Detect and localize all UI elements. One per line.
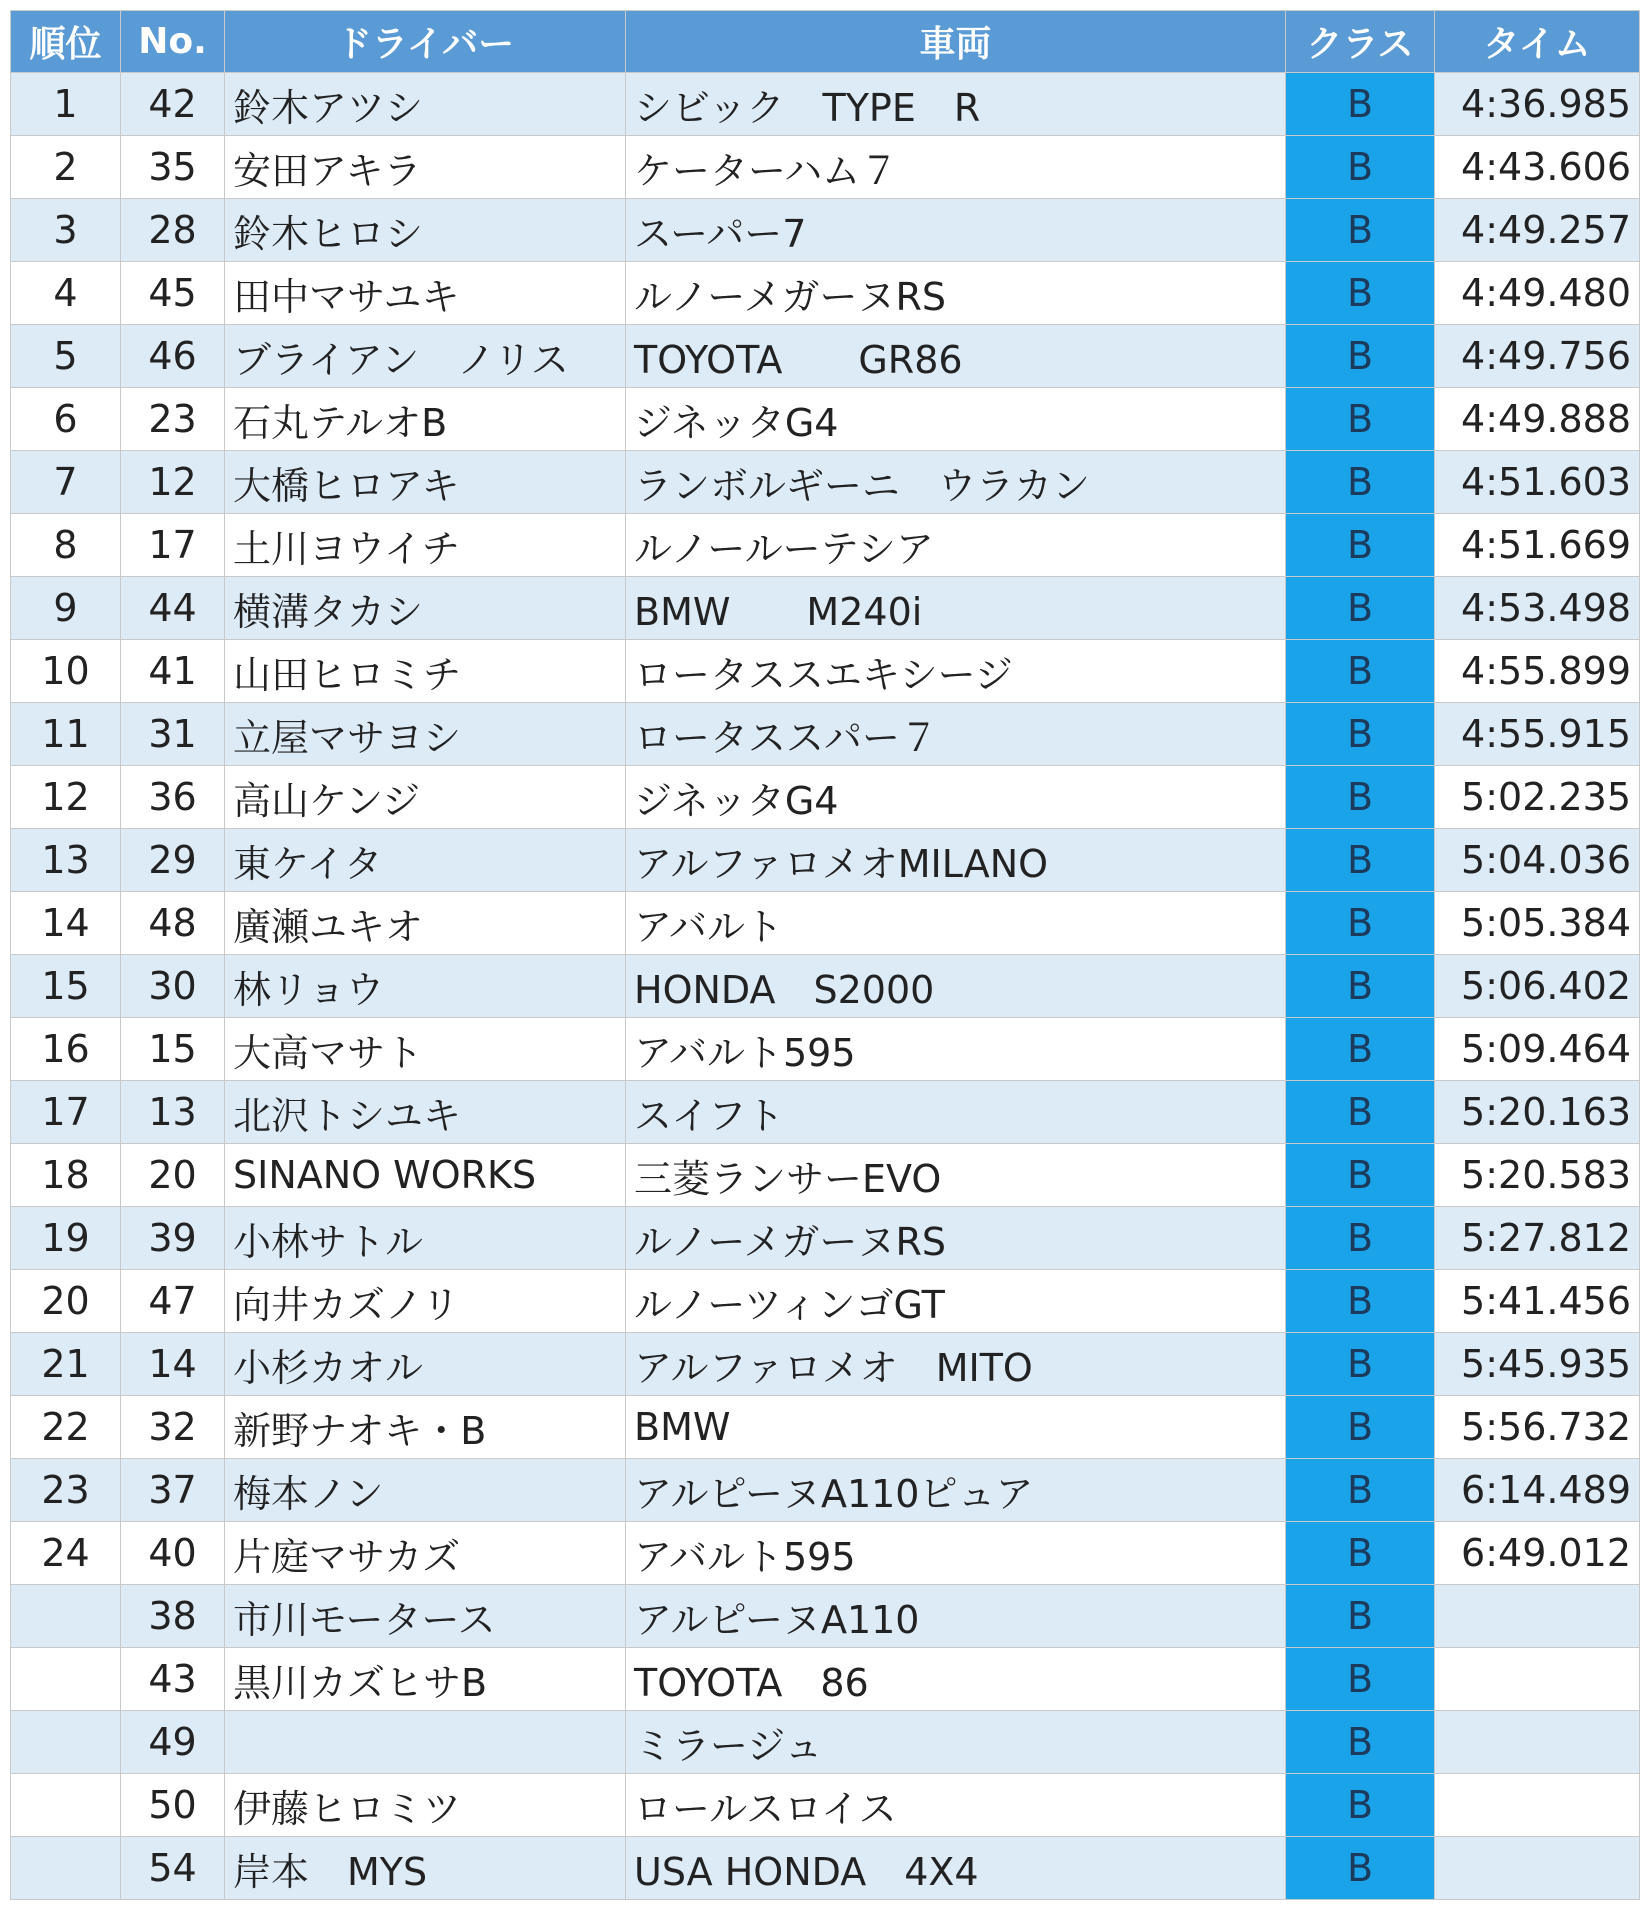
table-row <box>11 262 1640 325</box>
cell-time <box>1435 1837 1640 1900</box>
cell-number: 54 <box>121 1837 225 1900</box>
cell-driver: 林リョウ <box>225 955 626 1018</box>
cell-driver: 廣瀬ユキオ <box>225 892 626 955</box>
cell-class: B <box>1286 262 1435 325</box>
cell-car: ケーターハム７ <box>626 136 1286 199</box>
header-time: タイム <box>1435 11 1640 73</box>
cell-car: ロータススエキシージ <box>626 640 1286 703</box>
cell-number: 32 <box>121 1396 225 1459</box>
cell-time: 5:41.456 <box>1435 1270 1640 1333</box>
cell-time <box>1435 1711 1640 1774</box>
cell-number: 49 <box>121 1711 225 1774</box>
cell-driver: 片庭マサカズ <box>225 1522 626 1585</box>
cell-rank: 18 <box>11 1144 121 1207</box>
cell-car: アバルト595 <box>626 1018 1286 1081</box>
cell-time: 4:55.915 <box>1435 703 1640 766</box>
cell-number: 12 <box>121 451 225 514</box>
table-row <box>11 1648 1640 1711</box>
cell-car: BMW <box>626 1396 1286 1459</box>
cell-rank: 5 <box>11 325 121 388</box>
cell-driver: 小杉カオル <box>225 1333 626 1396</box>
header-car: 車両 <box>626 11 1286 73</box>
cell-number: 46 <box>121 325 225 388</box>
cell-class: B <box>1286 1648 1435 1711</box>
table-row <box>11 955 1640 1018</box>
header-rank: 順位 <box>11 11 121 73</box>
cell-rank: 8 <box>11 514 121 577</box>
cell-number: 37 <box>121 1459 225 1522</box>
table-row <box>11 829 1640 892</box>
cell-rank: 16 <box>11 1018 121 1081</box>
cell-rank <box>11 1774 121 1837</box>
table-row <box>11 1207 1640 1270</box>
table-row <box>11 1522 1640 1585</box>
cell-number: 35 <box>121 136 225 199</box>
table-row <box>11 451 1640 514</box>
cell-class: B <box>1286 325 1435 388</box>
cell-car: ミラージュ <box>626 1711 1286 1774</box>
cell-time: 5:04.036 <box>1435 829 1640 892</box>
cell-number: 50 <box>121 1774 225 1837</box>
cell-number: 13 <box>121 1081 225 1144</box>
cell-driver: 石丸テルオB <box>225 388 626 451</box>
cell-driver: 鈴木アツシ <box>225 73 626 136</box>
cell-rank: 13 <box>11 829 121 892</box>
cell-driver: 北沢トシユキ <box>225 1081 626 1144</box>
cell-rank: 22 <box>11 1396 121 1459</box>
cell-time: 5:56.732 <box>1435 1396 1640 1459</box>
cell-number: 14 <box>121 1333 225 1396</box>
cell-rank: 19 <box>11 1207 121 1270</box>
cell-class: B <box>1286 388 1435 451</box>
header-number: No. <box>121 11 225 73</box>
cell-driver <box>225 1711 626 1774</box>
cell-time: 4:55.899 <box>1435 640 1640 703</box>
cell-driver: 鈴木ヒロシ <box>225 199 626 262</box>
table-row <box>11 1270 1640 1333</box>
cell-class: B <box>1286 1144 1435 1207</box>
cell-class: B <box>1286 1774 1435 1837</box>
cell-class: B <box>1286 577 1435 640</box>
cell-time: 4:49.480 <box>1435 262 1640 325</box>
cell-class: B <box>1286 1522 1435 1585</box>
cell-class: B <box>1286 1207 1435 1270</box>
cell-driver: 山田ヒロミチ <box>225 640 626 703</box>
cell-rank: 4 <box>11 262 121 325</box>
cell-rank <box>11 1585 121 1648</box>
cell-driver: 土川ヨウイチ <box>225 514 626 577</box>
cell-number: 28 <box>121 199 225 262</box>
cell-class: B <box>1286 829 1435 892</box>
cell-class: B <box>1286 199 1435 262</box>
cell-class: B <box>1286 955 1435 1018</box>
cell-driver: 黒川カズヒサB <box>225 1648 626 1711</box>
cell-number: 20 <box>121 1144 225 1207</box>
cell-time: 4:53.498 <box>1435 577 1640 640</box>
cell-car: アルファロメオMILANO <box>626 829 1286 892</box>
cell-car: 三菱ランサーEVO <box>626 1144 1286 1207</box>
cell-car: TOYOTA GR86 <box>626 325 1286 388</box>
cell-rank: 14 <box>11 892 121 955</box>
cell-rank: 3 <box>11 199 121 262</box>
cell-number: 15 <box>121 1018 225 1081</box>
cell-car: シビック TYPE R <box>626 73 1286 136</box>
cell-time: 5:27.812 <box>1435 1207 1640 1270</box>
cell-driver: 市川モータース <box>225 1585 626 1648</box>
cell-car: アバルト <box>626 892 1286 955</box>
cell-car: ジネッタG4 <box>626 388 1286 451</box>
cell-time: 5:06.402 <box>1435 955 1640 1018</box>
cell-car: HONDA S2000 <box>626 955 1286 1018</box>
cell-car: ランボルギーニ ウラカン <box>626 451 1286 514</box>
cell-class: B <box>1286 1711 1435 1774</box>
table-row <box>11 892 1640 955</box>
cell-time <box>1435 1774 1640 1837</box>
cell-car: アバルト595 <box>626 1522 1286 1585</box>
table-row <box>11 325 1640 388</box>
cell-driver: 伊藤ヒロミツ <box>225 1774 626 1837</box>
cell-driver: 高山ケンジ <box>225 766 626 829</box>
cell-time: 4:51.603 <box>1435 451 1640 514</box>
cell-number: 42 <box>121 73 225 136</box>
cell-car: ルノーツィンゴGT <box>626 1270 1286 1333</box>
cell-number: 31 <box>121 703 225 766</box>
cell-driver: 安田アキラ <box>225 136 626 199</box>
cell-car: BMW M240i <box>626 577 1286 640</box>
cell-time: 5:09.464 <box>1435 1018 1640 1081</box>
table-row <box>11 1018 1640 1081</box>
table-row <box>11 199 1640 262</box>
cell-time: 4:51.669 <box>1435 514 1640 577</box>
cell-car: アルピーヌA110ピュア <box>626 1459 1286 1522</box>
cell-class: B <box>1286 1837 1435 1900</box>
cell-class: B <box>1286 73 1435 136</box>
table-row <box>11 514 1640 577</box>
header-class: クラス <box>1286 11 1435 73</box>
table-row <box>11 577 1640 640</box>
cell-rank: 7 <box>11 451 121 514</box>
cell-rank: 24 <box>11 1522 121 1585</box>
cell-car: スイフト <box>626 1081 1286 1144</box>
cell-rank: 9 <box>11 577 121 640</box>
cell-class: B <box>1286 451 1435 514</box>
table-row <box>11 1396 1640 1459</box>
cell-rank: 12 <box>11 766 121 829</box>
cell-driver: 大高マサト <box>225 1018 626 1081</box>
cell-car: アルピーヌA110 <box>626 1585 1286 1648</box>
cell-time: 4:36.985 <box>1435 73 1640 136</box>
cell-class: B <box>1286 1081 1435 1144</box>
cell-driver: 東ケイタ <box>225 829 626 892</box>
cell-number: 29 <box>121 829 225 892</box>
cell-car: ロールスロイス <box>626 1774 1286 1837</box>
cell-number: 40 <box>121 1522 225 1585</box>
cell-car: ルノーメガーヌRS <box>626 1207 1286 1270</box>
table-row <box>11 766 1640 829</box>
cell-car: USA HONDA 4X4 <box>626 1837 1286 1900</box>
cell-rank: 17 <box>11 1081 121 1144</box>
table-row <box>11 1081 1640 1144</box>
cell-driver: 田中マサユキ <box>225 262 626 325</box>
cell-rank: 23 <box>11 1459 121 1522</box>
cell-time: 4:49.257 <box>1435 199 1640 262</box>
table-row <box>11 1711 1640 1774</box>
cell-driver: SINANO WORKS <box>225 1144 626 1207</box>
cell-driver: 新野ナオキ・B <box>225 1396 626 1459</box>
cell-number: 48 <box>121 892 225 955</box>
cell-number: 41 <box>121 640 225 703</box>
cell-class: B <box>1286 1585 1435 1648</box>
table-row <box>11 1144 1640 1207</box>
cell-rank: 2 <box>11 136 121 199</box>
table-row <box>11 1774 1640 1837</box>
cell-class: B <box>1286 1396 1435 1459</box>
cell-rank: 1 <box>11 73 121 136</box>
cell-car: スーパー7 <box>626 199 1286 262</box>
cell-rank <box>11 1837 121 1900</box>
cell-rank: 11 <box>11 703 121 766</box>
cell-time <box>1435 1585 1640 1648</box>
cell-car: ロータススパー７ <box>626 703 1286 766</box>
cell-rank <box>11 1648 121 1711</box>
cell-number: 38 <box>121 1585 225 1648</box>
table-body <box>11 73 1640 1900</box>
cell-time <box>1435 1648 1640 1711</box>
cell-driver: 小林サトル <box>225 1207 626 1270</box>
table-row <box>11 73 1640 136</box>
cell-class: B <box>1286 136 1435 199</box>
cell-class: B <box>1286 1270 1435 1333</box>
cell-rank: 20 <box>11 1270 121 1333</box>
cell-rank: 21 <box>11 1333 121 1396</box>
cell-car: TOYOTA 86 <box>626 1648 1286 1711</box>
table-row <box>11 1459 1640 1522</box>
cell-class: B <box>1286 514 1435 577</box>
cell-class: B <box>1286 1333 1435 1396</box>
table-row <box>11 136 1640 199</box>
table-row <box>11 1837 1640 1900</box>
cell-time: 5:20.583 <box>1435 1144 1640 1207</box>
cell-number: 30 <box>121 955 225 1018</box>
cell-time: 4:49.756 <box>1435 325 1640 388</box>
cell-class: B <box>1286 892 1435 955</box>
results-table <box>10 10 1640 1900</box>
cell-time: 4:43.606 <box>1435 136 1640 199</box>
cell-class: B <box>1286 1018 1435 1081</box>
cell-driver: ブライアン ノリス <box>225 325 626 388</box>
cell-car: ルノーメガーヌRS <box>626 262 1286 325</box>
cell-class: B <box>1286 703 1435 766</box>
cell-number: 45 <box>121 262 225 325</box>
cell-driver: 立屋マサヨシ <box>225 703 626 766</box>
cell-class: B <box>1286 766 1435 829</box>
header-row <box>11 11 1640 73</box>
cell-rank <box>11 1711 121 1774</box>
cell-number: 43 <box>121 1648 225 1711</box>
cell-time: 5:45.935 <box>1435 1333 1640 1396</box>
table-row <box>11 1333 1640 1396</box>
cell-number: 39 <box>121 1207 225 1270</box>
table-row <box>11 640 1640 703</box>
table-header <box>11 11 1640 73</box>
cell-driver: 向井カズノリ <box>225 1270 626 1333</box>
cell-driver: 岸本 MYS <box>225 1837 626 1900</box>
cell-time: 5:20.163 <box>1435 1081 1640 1144</box>
cell-rank: 6 <box>11 388 121 451</box>
cell-car: アルファロメオ MITO <box>626 1333 1286 1396</box>
cell-car: ジネッタG4 <box>626 766 1286 829</box>
cell-time: 4:49.888 <box>1435 388 1640 451</box>
cell-time: 5:02.235 <box>1435 766 1640 829</box>
cell-class: B <box>1286 1459 1435 1522</box>
cell-number: 23 <box>121 388 225 451</box>
table-row <box>11 388 1640 451</box>
cell-number: 44 <box>121 577 225 640</box>
table-row <box>11 703 1640 766</box>
cell-time: 6:49.012 <box>1435 1522 1640 1585</box>
cell-time: 5:05.384 <box>1435 892 1640 955</box>
cell-number: 47 <box>121 1270 225 1333</box>
cell-driver: 横溝タカシ <box>225 577 626 640</box>
cell-number: 17 <box>121 514 225 577</box>
cell-rank: 15 <box>11 955 121 1018</box>
cell-driver: 大橋ヒロアキ <box>225 451 626 514</box>
cell-number: 36 <box>121 766 225 829</box>
cell-car: ルノールーテシア <box>626 514 1286 577</box>
table-row <box>11 1585 1640 1648</box>
cell-class: B <box>1286 640 1435 703</box>
header-driver: ドライバー <box>225 11 626 73</box>
cell-time: 6:14.489 <box>1435 1459 1640 1522</box>
cell-rank: 10 <box>11 640 121 703</box>
cell-driver: 梅本ノン <box>225 1459 626 1522</box>
